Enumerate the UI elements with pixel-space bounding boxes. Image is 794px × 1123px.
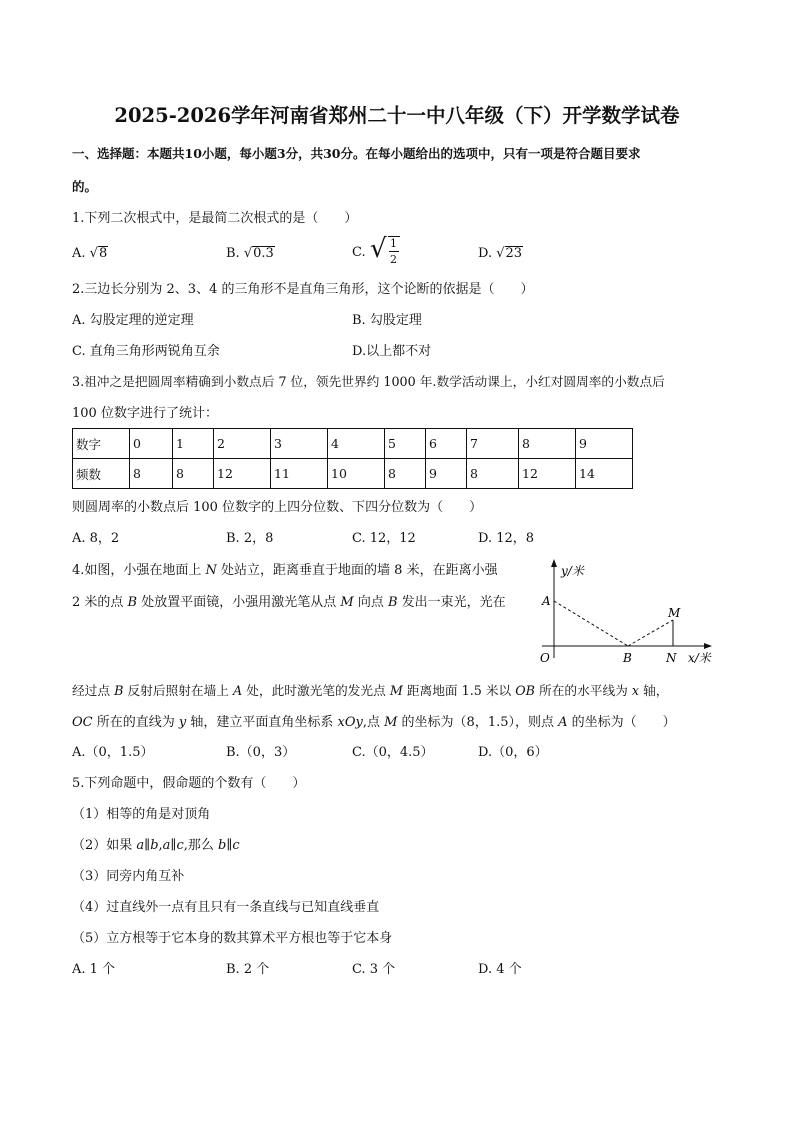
table-cell: 5: [385, 429, 426, 459]
q5-option-d: D. 4 个: [478, 962, 522, 977]
q1-b-radicand: 0.3: [253, 246, 274, 261]
y-axis-label: y/米: [561, 564, 584, 578]
table-cell: 2: [214, 429, 271, 459]
exam-title: 2025-2026学年河南省郑州二十一中八年级（下）开学数学试卷: [114, 104, 680, 127]
point-o-label: O: [540, 651, 550, 665]
point-a-label: A: [542, 594, 551, 608]
q1-c-denominator: 2: [390, 253, 397, 266]
q1-option-d: [478, 246, 523, 261]
q4-stem-line2: 2 米的点 B 处放置平面镜，小强用激光笔从点 M 向点 B 发出一束光，光在: [72, 595, 506, 610]
y-axis-arrow-icon: [551, 559, 557, 567]
table-cell: 0: [130, 429, 173, 459]
q3-option-c: C. 12，12: [352, 531, 416, 546]
table-cell: 6: [426, 429, 467, 459]
q3-stem-line1: 3.祖冲之是把圆周率精确到小数点后 7 位，领先世界约 1000 年.数学活动课上，小红对圆周率的小数点后: [72, 374, 665, 389]
table-row: [73, 429, 633, 459]
x-axis-label: x/米: [688, 651, 711, 665]
radical-sign-icon: √: [370, 234, 387, 264]
q4-stem-line3: 经过点 B 反射后照射在墙上 A 处，此时激光笔的发光点 M 距离地面 1.5 米以 OB 所在的水平线为 x 轴，: [72, 683, 669, 698]
q5-option-b: B. 2 个: [226, 962, 270, 977]
point-m-label: M: [668, 606, 681, 620]
q1-c-numerator: 1: [390, 237, 397, 250]
q5-statement-3: （3）同旁内角互补: [72, 869, 185, 884]
q2-stem: 2.三边长分别为 2、3、4 的三角形不是直角三角形，这个论断的依据是（ ）: [72, 282, 534, 297]
q4-option-a: A.（0，1.5）: [72, 745, 154, 760]
q3-stem-line2: 100 位数字进行了统计：: [72, 406, 218, 421]
q2-option-c: C. 直角三角形两锐角互余: [72, 344, 220, 359]
table-cell: 10: [328, 459, 385, 489]
q5-stem: 5.下列命题中，假命题的个数有（ ）: [72, 776, 306, 791]
x-axis-arrow-icon: [704, 643, 712, 649]
table-cell: 9: [576, 429, 633, 459]
q1-option-b: [226, 246, 275, 261]
q1-a-radicand: 8: [98, 246, 108, 261]
q3-option-b: B. 2，8: [226, 531, 274, 546]
q5-statement-2: （2）如果 a∥b,a∥c,那么 b∥c: [72, 838, 240, 853]
q5-statement-4: （4）过直线外一点有且只有一条直线与已知直线垂直: [72, 900, 380, 915]
table-cell: 7: [467, 429, 519, 459]
table-cell: 4: [328, 429, 385, 459]
point-b-label: B: [623, 651, 632, 665]
table-cell: 12: [214, 459, 271, 489]
q4-coordinate-figure: [528, 555, 728, 673]
q3-question: 则圆周率的小数点后 100 位数字的上四分位数、下四分位数为（ ）: [72, 500, 483, 515]
laser-path-ab: [554, 601, 628, 646]
radical-sign-icon: √: [243, 246, 253, 261]
q3-option-a: A. 8，2: [72, 531, 120, 546]
q2-option-d: D.以上都不对: [352, 344, 432, 359]
section-heading: 一、选择题：本题共10小题，每小题3分，共30分。在每小题给出的选项中，只有一项是符合题目要求: [72, 146, 641, 161]
table-cell: 11: [271, 459, 328, 489]
radical-sign-icon: √: [496, 246, 505, 261]
q4-stem-line1: 4.如图，小强在地面上 N 处站立，距离垂直于地面的墙 8 米，在距离小强: [72, 563, 498, 578]
frequency-table: [72, 428, 633, 489]
table-cell: 8: [130, 459, 173, 489]
section-heading-tail: 的。: [72, 179, 98, 194]
table-cell: 8: [467, 459, 519, 489]
point-n-label: N: [666, 651, 677, 665]
q2-option-b: B. 勾股定理: [352, 313, 422, 328]
table-cell: 14: [576, 459, 633, 489]
q2-option-a: A. 勾股定理的逆定理: [72, 313, 194, 328]
table-row: [73, 459, 633, 489]
q4-option-d: D.（0，6）: [478, 745, 548, 760]
q4-option-c: C.（0，4.5）: [352, 745, 434, 760]
q1-a-label: A.: [72, 246, 86, 261]
table-cell: 1: [173, 429, 214, 459]
table-cell: 12: [519, 459, 576, 489]
table-cell: 数字: [73, 429, 130, 459]
table-cell: 9: [426, 459, 467, 489]
table-cell: 8: [385, 459, 426, 489]
q3-option-d: D. 12，8: [478, 531, 535, 546]
q4-stem-line4: OC 所在的直线为 y 轴，建立平面直角坐标系 xOy,点 M 的坐标为（8，1.5），则点 A 的坐标为（ ）: [72, 715, 676, 730]
table-cell: 8: [173, 459, 214, 489]
q1-c-label: C.: [352, 245, 366, 260]
radical-sign-icon: √: [89, 246, 98, 261]
q1-option-a: [72, 246, 108, 261]
q1-stem: 1.下列二次根式中，是最简二次根式的是（ ）: [72, 211, 358, 226]
q4-option-b: B.（0，3）: [226, 745, 296, 760]
laser-path-bm: [628, 620, 673, 646]
q5-option-c: C. 3 个: [352, 962, 396, 977]
table-cell: 频数: [73, 459, 130, 489]
q5-statement-5: （5）立方根等于它本身的数其算术平方根也等于它本身: [72, 931, 393, 946]
table-cell: 3: [271, 429, 328, 459]
q1-b-label: B.: [226, 246, 240, 261]
q1-d-label: D.: [478, 246, 493, 261]
q1-d-radicand: 23: [505, 246, 523, 261]
table-cell: 8: [519, 429, 576, 459]
q5-option-a: A. 1 个: [72, 962, 116, 977]
q5-statement-1: （1）相等的角是对顶角: [72, 807, 211, 822]
